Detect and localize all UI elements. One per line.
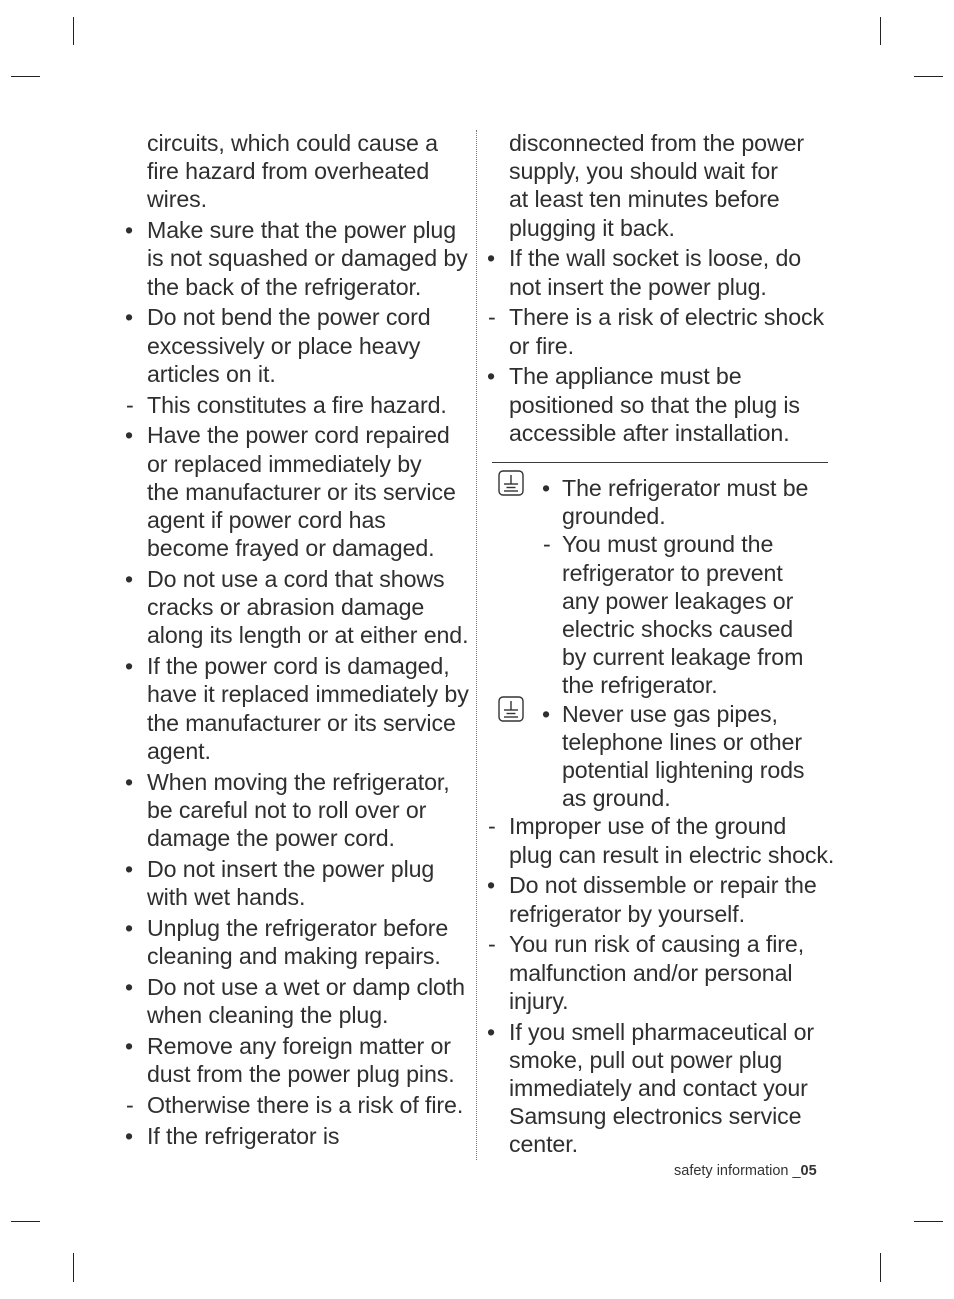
item-text-line: There is a risk of electric shock xyxy=(509,304,824,331)
crop-mark xyxy=(880,1253,881,1282)
item-text-line: or replaced immediately by xyxy=(147,450,422,477)
item-text-line: Improper use of the ground xyxy=(509,813,787,840)
bullet-item xyxy=(120,421,472,562)
dash-item xyxy=(482,930,832,1015)
crop-mark xyxy=(880,17,881,45)
bullet-item xyxy=(120,216,472,301)
item-text-line: Never use gas pipes, xyxy=(562,700,778,727)
item-text-line: circuits, which could cause a xyxy=(147,130,438,156)
item-text-line: Samsung electronics service xyxy=(509,1103,802,1130)
bullet-marker: • xyxy=(125,1032,134,1059)
bullet-item xyxy=(482,1018,832,1159)
item-text-line: supply, you should wait for xyxy=(509,158,778,185)
item-text-line: the manufacturer or its service xyxy=(147,709,456,736)
item-text-line: Remove any foreign matter or xyxy=(147,1032,451,1059)
item-text-line: become frayed or damaged. xyxy=(147,535,435,562)
bullet-marker: • xyxy=(125,653,134,680)
note-bullet xyxy=(482,474,832,530)
item-text-line: Do not use a wet or damp cloth xyxy=(147,973,465,1000)
left-column xyxy=(120,129,472,1152)
crop-mark xyxy=(73,1253,74,1282)
bullet-marker: • xyxy=(125,1122,134,1149)
item-text-line: malfunction and/or personal xyxy=(509,959,793,986)
item-text-line: be careful not to roll over or xyxy=(147,796,427,823)
item-text-line: The appliance must be xyxy=(509,363,742,390)
item-text-line: plug can result in electric shock. xyxy=(509,841,835,868)
item-text-line: Make sure that the power plug xyxy=(147,217,457,244)
item-text-line: You must ground the xyxy=(562,531,774,558)
item-text-line: cleaning and making repairs. xyxy=(147,943,441,970)
item-text-line: have it replaced immediately by xyxy=(147,681,469,708)
item-text-line: by current leakage from xyxy=(562,644,804,671)
item-text-line: damage the power cord. xyxy=(147,825,395,852)
item-text-line: along its length or at either end. xyxy=(147,622,469,649)
item-text-line: not insert the power plug. xyxy=(509,273,767,300)
dash-item xyxy=(482,303,832,359)
item-text-line: smoke, pull out power plug xyxy=(509,1046,783,1073)
item-text-line: fire hazard from overheated xyxy=(147,158,430,185)
page-footer xyxy=(674,1163,817,1179)
bullet-marker: • xyxy=(542,475,551,502)
right-column xyxy=(482,129,835,1161)
bullet-item xyxy=(120,914,472,970)
item-text-line: Have the power cord repaired xyxy=(147,422,450,449)
dash-marker: - xyxy=(126,1091,134,1118)
item-text-line: telephone lines or other xyxy=(562,728,802,755)
item-text-line: refrigerator by yourself. xyxy=(509,900,745,927)
item-text-line: The refrigerator must be xyxy=(562,475,809,502)
bullet-marker: • xyxy=(542,700,551,727)
crop-mark xyxy=(914,76,943,77)
bullet-item xyxy=(482,871,832,927)
item-text-line: Unplug the refrigerator before xyxy=(147,914,449,941)
bullet-item xyxy=(482,244,832,300)
bullet-marker: • xyxy=(125,217,134,244)
bullet-marker: • xyxy=(125,768,134,795)
crop-mark xyxy=(11,76,40,77)
item-text-line: Otherwise there is a risk of fire. xyxy=(147,1091,464,1118)
grounding-notes xyxy=(482,474,832,812)
dash-marker: - xyxy=(126,391,134,418)
item-text-line: immediately and contact your xyxy=(509,1075,808,1102)
dash-marker: - xyxy=(488,813,496,840)
item-text-line: dust from the power plug pins. xyxy=(147,1061,455,1088)
item-text-line: wires. xyxy=(147,186,207,213)
item-text-line: the manufacturer or its service xyxy=(147,478,456,505)
item-text-line: any power leakages or xyxy=(562,587,794,614)
crop-mark xyxy=(73,17,74,45)
item-text-line: agent. xyxy=(147,737,211,764)
item-text-line: articles on it. xyxy=(147,360,276,387)
crop-mark xyxy=(914,1221,943,1222)
page-number: 05 xyxy=(800,1163,817,1179)
item-text-line: with wet hands. xyxy=(147,884,306,911)
dash-item xyxy=(120,1091,472,1119)
bullet-item xyxy=(120,303,472,388)
caution-note xyxy=(482,700,832,813)
item-text-line: plugging it back. xyxy=(509,214,675,241)
dash-marker: - xyxy=(543,531,551,558)
item-text-line: Do not insert the power plug xyxy=(147,855,435,882)
note-dash xyxy=(482,530,832,699)
dash-item xyxy=(120,391,472,419)
bullet-marker: • xyxy=(125,855,134,882)
bullet-marker: • xyxy=(125,304,134,331)
item-text-line: If you smell pharmaceutical or xyxy=(509,1018,815,1045)
item-text-line: When moving the refrigerator, xyxy=(147,768,450,795)
bullet-marker: • xyxy=(125,566,134,593)
bullet-marker: • xyxy=(487,872,496,899)
bullet-item xyxy=(120,652,472,765)
item-text-line: electric shocks caused xyxy=(562,616,794,643)
bullet-marker: • xyxy=(487,1018,496,1045)
footer-section: safety information _ xyxy=(674,1163,801,1179)
item-text-line: is not squashed or damaged by xyxy=(147,245,468,272)
bullet-marker: • xyxy=(125,422,134,449)
item-text-line: grounded. xyxy=(562,503,666,530)
item-text-line: refrigerator to prevent xyxy=(562,559,783,586)
item-text-line: potential lightening rods xyxy=(562,757,805,784)
item-text-line: accessible after installation. xyxy=(509,419,790,446)
column-divider xyxy=(476,130,477,1160)
item-text-line: Do not dissemble or repair the xyxy=(509,872,817,899)
bullet-item xyxy=(482,362,832,447)
item-text-line: You run risk of causing a fire, xyxy=(509,931,805,958)
item-text-line: injury. xyxy=(509,987,569,1014)
item-text-line: the back of the refrigerator. xyxy=(147,273,422,300)
item-text-line: the refrigerator. xyxy=(562,672,718,699)
item-text-line: center. xyxy=(509,1131,578,1158)
continued-text xyxy=(482,129,832,242)
bullet-item xyxy=(120,1122,472,1150)
item-text-line: If the power cord is damaged, xyxy=(147,653,450,680)
bullet-marker: • xyxy=(125,973,134,1000)
item-text-line: when cleaning the plug. xyxy=(147,1002,389,1029)
item-text-line: as ground. xyxy=(562,785,671,812)
bullet-item xyxy=(120,565,472,650)
item-text-line: disconnected from the power xyxy=(509,130,805,156)
crop-mark xyxy=(11,1221,40,1222)
item-text-line: positioned so that the plug is xyxy=(509,391,800,418)
note-bullet xyxy=(482,700,832,813)
bullet-item xyxy=(120,855,472,911)
item-text-line: excessively or place heavy xyxy=(147,332,421,359)
dash-item xyxy=(482,812,835,868)
dash-marker: - xyxy=(488,304,496,331)
bullet-item xyxy=(120,973,472,1029)
bullet-item xyxy=(120,768,472,853)
item-text-line: Do not bend the power cord xyxy=(147,304,431,331)
bullet-marker: • xyxy=(487,363,496,390)
item-text-line: cracks or abrasion damage xyxy=(147,594,425,621)
note-rule xyxy=(492,462,828,463)
continued-text xyxy=(120,129,472,214)
bullet-item xyxy=(120,1032,472,1088)
bullet-marker: • xyxy=(125,914,134,941)
item-text-line: agent if power cord has xyxy=(147,507,386,534)
item-text-line: at least ten minutes before xyxy=(509,186,780,213)
item-text-line: If the refrigerator is xyxy=(147,1122,340,1149)
item-text-line: or fire. xyxy=(509,332,574,359)
item-text-line: If the wall socket is loose, do xyxy=(509,245,802,272)
item-text-line: Do not use a cord that shows xyxy=(147,566,445,593)
caution-note xyxy=(482,474,832,700)
item-text-line: This constitutes a fire hazard. xyxy=(147,391,447,418)
dash-marker: - xyxy=(488,931,496,958)
bullet-marker: • xyxy=(487,245,496,272)
